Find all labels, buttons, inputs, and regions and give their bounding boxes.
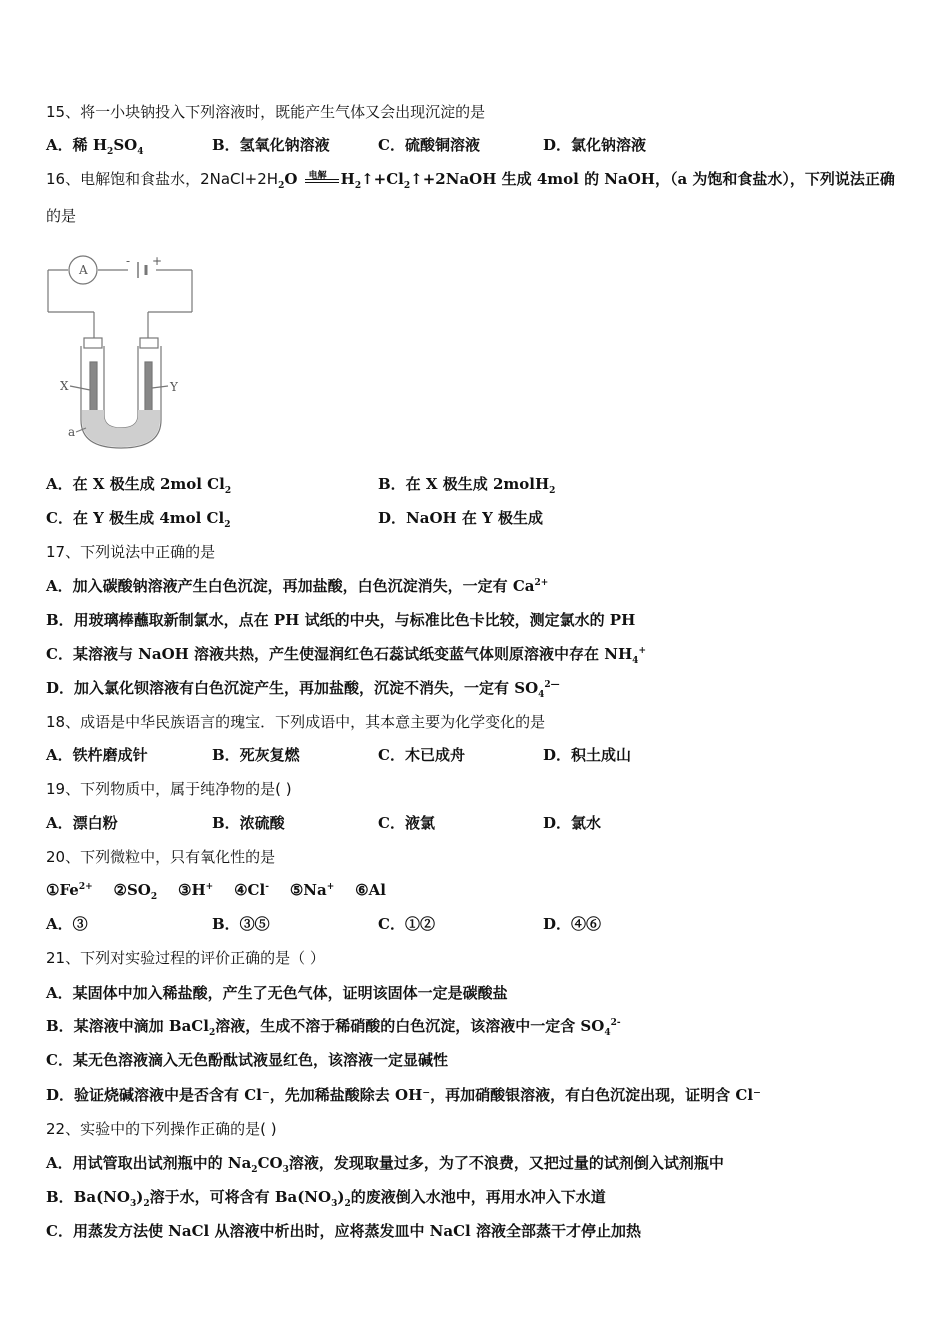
q19-option-c[interactable]: C．液氯 bbox=[378, 814, 435, 832]
q22-b-sub: 3 bbox=[129, 1199, 137, 1209]
q16-stem-p2: O bbox=[284, 170, 298, 188]
q16-option-a[interactable] bbox=[46, 474, 231, 494]
q22-b-text: B．Ba(NO bbox=[46, 1188, 130, 1206]
q20-stem: 20、下列微粒中，只有氧化性的是 bbox=[46, 848, 276, 866]
q16-stem-sub: 2 bbox=[278, 181, 285, 191]
q21-option-a[interactable]: A．某固体中加入稀盐酸，产生了无色气体，证明该固体一定是碳酸盐 bbox=[46, 984, 508, 1002]
q22-stem: 22、实验中的下列操作正确的是( ) bbox=[46, 1120, 277, 1138]
q20-particles bbox=[46, 880, 386, 900]
q17-a-text: A．加入碳酸钠溶液产生白色沉淀，再加盐酸，白色沉淀消失，一定有 Ca bbox=[46, 577, 535, 595]
q19-option-a[interactable]: A．漂白粉 bbox=[46, 814, 118, 832]
q18-option-b[interactable]: B．死灰复燃 bbox=[212, 746, 300, 764]
q15-a-sub: 2 bbox=[107, 147, 114, 157]
particle-na-sup: + bbox=[326, 882, 335, 892]
q22-a-text2: CO bbox=[257, 1154, 283, 1172]
saltwater-liquid bbox=[82, 410, 160, 447]
electrolysis-apparatus-figure bbox=[46, 250, 206, 455]
q22-b-text4: ) bbox=[337, 1188, 345, 1206]
q17-option-b[interactable]: B．用玻璃棒蘸取新制氯水，点在 PH 试纸的中央，与标准比色卡比较，测定氯水的 PH bbox=[46, 611, 636, 629]
q16-option-b[interactable] bbox=[378, 474, 555, 494]
q21-b-sub2: 4 bbox=[604, 1028, 611, 1038]
q15-option-c[interactable]: C．硫酸铜溶液 bbox=[378, 136, 480, 154]
particle-cl-sup: - bbox=[265, 882, 269, 892]
q16-stem-p1: 16、电解饱和食盐水，2NaCl+2H bbox=[46, 170, 279, 188]
q16-option-d[interactable]: D．NaOH 在 Y 极生成 bbox=[378, 509, 544, 527]
q19-option-d[interactable]: D．氯水 bbox=[543, 814, 602, 832]
q22-b-text2: ) bbox=[136, 1188, 144, 1206]
q22-b-text3: 溶于水，可将含有 Ba(NO bbox=[149, 1188, 332, 1206]
q15-a-text: A．稀 H bbox=[46, 136, 108, 154]
q21-option-c[interactable]: C．某无色溶液滴入无色酚酞试液显红色，该溶液一定显碱性 bbox=[46, 1051, 448, 1069]
q18-option-d[interactable]: D．积土成山 bbox=[543, 746, 632, 764]
q16-stem-p4-sub: 2 bbox=[403, 181, 411, 191]
q22-option-c[interactable]: C．用蒸发方法使 NaCl 从溶液中析出时，应将蒸发皿中 NaCl 溶液全部蒸干才停止加热 bbox=[46, 1222, 641, 1240]
q17-option-a[interactable] bbox=[46, 576, 548, 596]
q22-a-sub2: 3 bbox=[282, 1165, 289, 1175]
electrode-y bbox=[145, 362, 152, 414]
battery-plus-label: + bbox=[152, 254, 163, 268]
q17-c-sup: + bbox=[638, 646, 646, 656]
q22-b-sub2: 2 bbox=[143, 1199, 150, 1209]
q17-c-sub: 4 bbox=[632, 656, 639, 666]
q18-option-a[interactable]: A．铁杵磨成针 bbox=[46, 746, 148, 764]
q20-option-b[interactable]: B．③⑤ bbox=[212, 915, 270, 933]
q21-b-sup: 2- bbox=[610, 1018, 621, 1028]
q20-option-a[interactable]: A．③ bbox=[46, 915, 88, 933]
q16-c-text: C．在 Y 极生成 4mol Cl bbox=[46, 509, 225, 527]
particle-h-sup: + bbox=[205, 882, 214, 892]
q16-stem-p3: H bbox=[340, 170, 355, 188]
q16-stem-line2: 的是 bbox=[46, 207, 77, 225]
q16-stem-p4: ↑+Cl bbox=[361, 170, 404, 188]
particle-fe: ①Fe bbox=[46, 881, 79, 899]
electrolysis-label: 电解 bbox=[308, 171, 327, 181]
electrode-x-label: X bbox=[60, 379, 69, 393]
q20-option-d[interactable]: D．④⑥ bbox=[543, 915, 602, 933]
q22-a-text: A．用试管取出试剂瓶中的 Na bbox=[46, 1154, 252, 1172]
q16-stem-p3-sub: 2 bbox=[354, 181, 362, 191]
q19-option-b[interactable]: B．浓硫酸 bbox=[212, 814, 285, 832]
stopper-left bbox=[84, 338, 102, 348]
pointer-y bbox=[152, 386, 168, 388]
particle-fe-sup: 2+ bbox=[78, 882, 93, 892]
q17-option-d[interactable] bbox=[46, 678, 560, 698]
particle-cl: ④Cl bbox=[234, 881, 266, 899]
q22-b-sub4: 2 bbox=[344, 1199, 351, 1209]
q21-stem: 21、下列对实验过程的评价正确的是（ ） bbox=[46, 949, 325, 967]
q16-a-sub: 2 bbox=[224, 486, 232, 496]
q17-c-text: C．某溶液与 NaOH 溶液共热，产生使湿润红色石蕊试纸变蓝气体则原溶液中存在 NH bbox=[46, 645, 633, 663]
q16-stem bbox=[46, 169, 895, 189]
q22-b-sub3: 3 bbox=[331, 1199, 338, 1209]
particle-so2: ②SO bbox=[113, 881, 151, 899]
q22-a-sub: 2 bbox=[251, 1165, 258, 1175]
q15-a-sub2: 4 bbox=[137, 147, 144, 157]
q16-option-c[interactable] bbox=[46, 508, 230, 528]
q21-b-sub: 2 bbox=[208, 1028, 216, 1038]
apparatus-svg bbox=[46, 250, 206, 455]
particle-na: ⑤Na bbox=[289, 881, 327, 899]
q15-option-a[interactable] bbox=[46, 135, 143, 155]
stopper-right bbox=[140, 338, 158, 348]
q19-stem: 19、下列物质中，属于纯净物的是( ) bbox=[46, 780, 292, 798]
q17-d-sub: 4 bbox=[538, 690, 545, 700]
equal-line-bottom bbox=[305, 182, 339, 183]
electrode-x bbox=[90, 362, 97, 414]
ammeter-label: A bbox=[79, 263, 88, 277]
electrode-y-label: Y bbox=[170, 380, 178, 394]
q15-option-b[interactable]: B．氢氧化钠溶液 bbox=[212, 136, 330, 154]
solution-a-label: a bbox=[68, 425, 76, 439]
q21-option-b[interactable] bbox=[46, 1016, 621, 1036]
particle-h: ③H bbox=[178, 881, 206, 899]
q20-option-c[interactable]: C．①② bbox=[378, 915, 435, 933]
q16-stem-p5: ↑+2NaOH 生成 4mol 的 NaOH，（a 为饱和食盐水），下列说法正确 bbox=[410, 170, 895, 188]
q21-b-text2: 溶液，生成不溶于稀硝酸的白色沉淀，该溶液中一定含 SO bbox=[215, 1017, 605, 1035]
q17-option-c[interactable] bbox=[46, 644, 646, 664]
q16-c-sub: 2 bbox=[224, 520, 231, 530]
q18-option-c[interactable]: C．木已成舟 bbox=[378, 746, 465, 764]
q15-option-d[interactable]: D．氯化钠溶液 bbox=[543, 136, 647, 154]
q16-b-text: B．在 X 极生成 2molH bbox=[378, 475, 550, 493]
q22-a-text3: 溶液，发现取量过多，为了不浪费，又把过量的试剂倒入试剂瓶中 bbox=[288, 1154, 724, 1172]
q17-stem: 17、下列说法中正确的是 bbox=[46, 543, 216, 561]
q18-stem: 18、成语是中华民族语言的瑰宝．下列成语中，其本意主要为化学变化的是 bbox=[46, 713, 546, 731]
q21-b-text: B．某溶液中滴加 BaCl bbox=[46, 1017, 209, 1035]
pointer-x bbox=[70, 386, 90, 390]
q17-a-sup: 2+ bbox=[534, 578, 549, 588]
equal-line-top bbox=[305, 179, 339, 180]
q22-b-text5: 的废液倒入水池中，再用水冲入下水道 bbox=[350, 1188, 606, 1206]
battery-minus-label: - bbox=[126, 254, 131, 268]
q15-stem: 15、将一小块钠投入下列溶液时，既能产生气体又会出现沉淀的是 bbox=[46, 103, 486, 121]
particle-al: ⑥Al bbox=[355, 881, 386, 899]
q22-option-b[interactable] bbox=[46, 1187, 606, 1207]
particle-so2-sub: 2 bbox=[150, 892, 158, 902]
q22-option-a[interactable] bbox=[46, 1153, 724, 1173]
q15-a-text2: SO bbox=[113, 136, 138, 154]
q17-d-text: D．加入氯化钡溶液有白色沉淀产生，再加盐酸，沉淀不消失，一定有 SO bbox=[46, 679, 539, 697]
electrolysis-arrow bbox=[305, 169, 339, 189]
q16-b-sub: 2 bbox=[549, 486, 556, 496]
q17-d-sup: 2— bbox=[544, 680, 560, 690]
q21-option-d[interactable]: D．验证烧碱溶液中是否含有 Cl⁻，先加稀盐酸除去 OH⁻，再加硝酸银溶液，有白色沉淀出现，证明含 Cl⁻ bbox=[46, 1086, 761, 1104]
u-tube-inner bbox=[104, 346, 138, 428]
q16-a-text: A．在 X 极生成 2mol Cl bbox=[46, 475, 225, 493]
